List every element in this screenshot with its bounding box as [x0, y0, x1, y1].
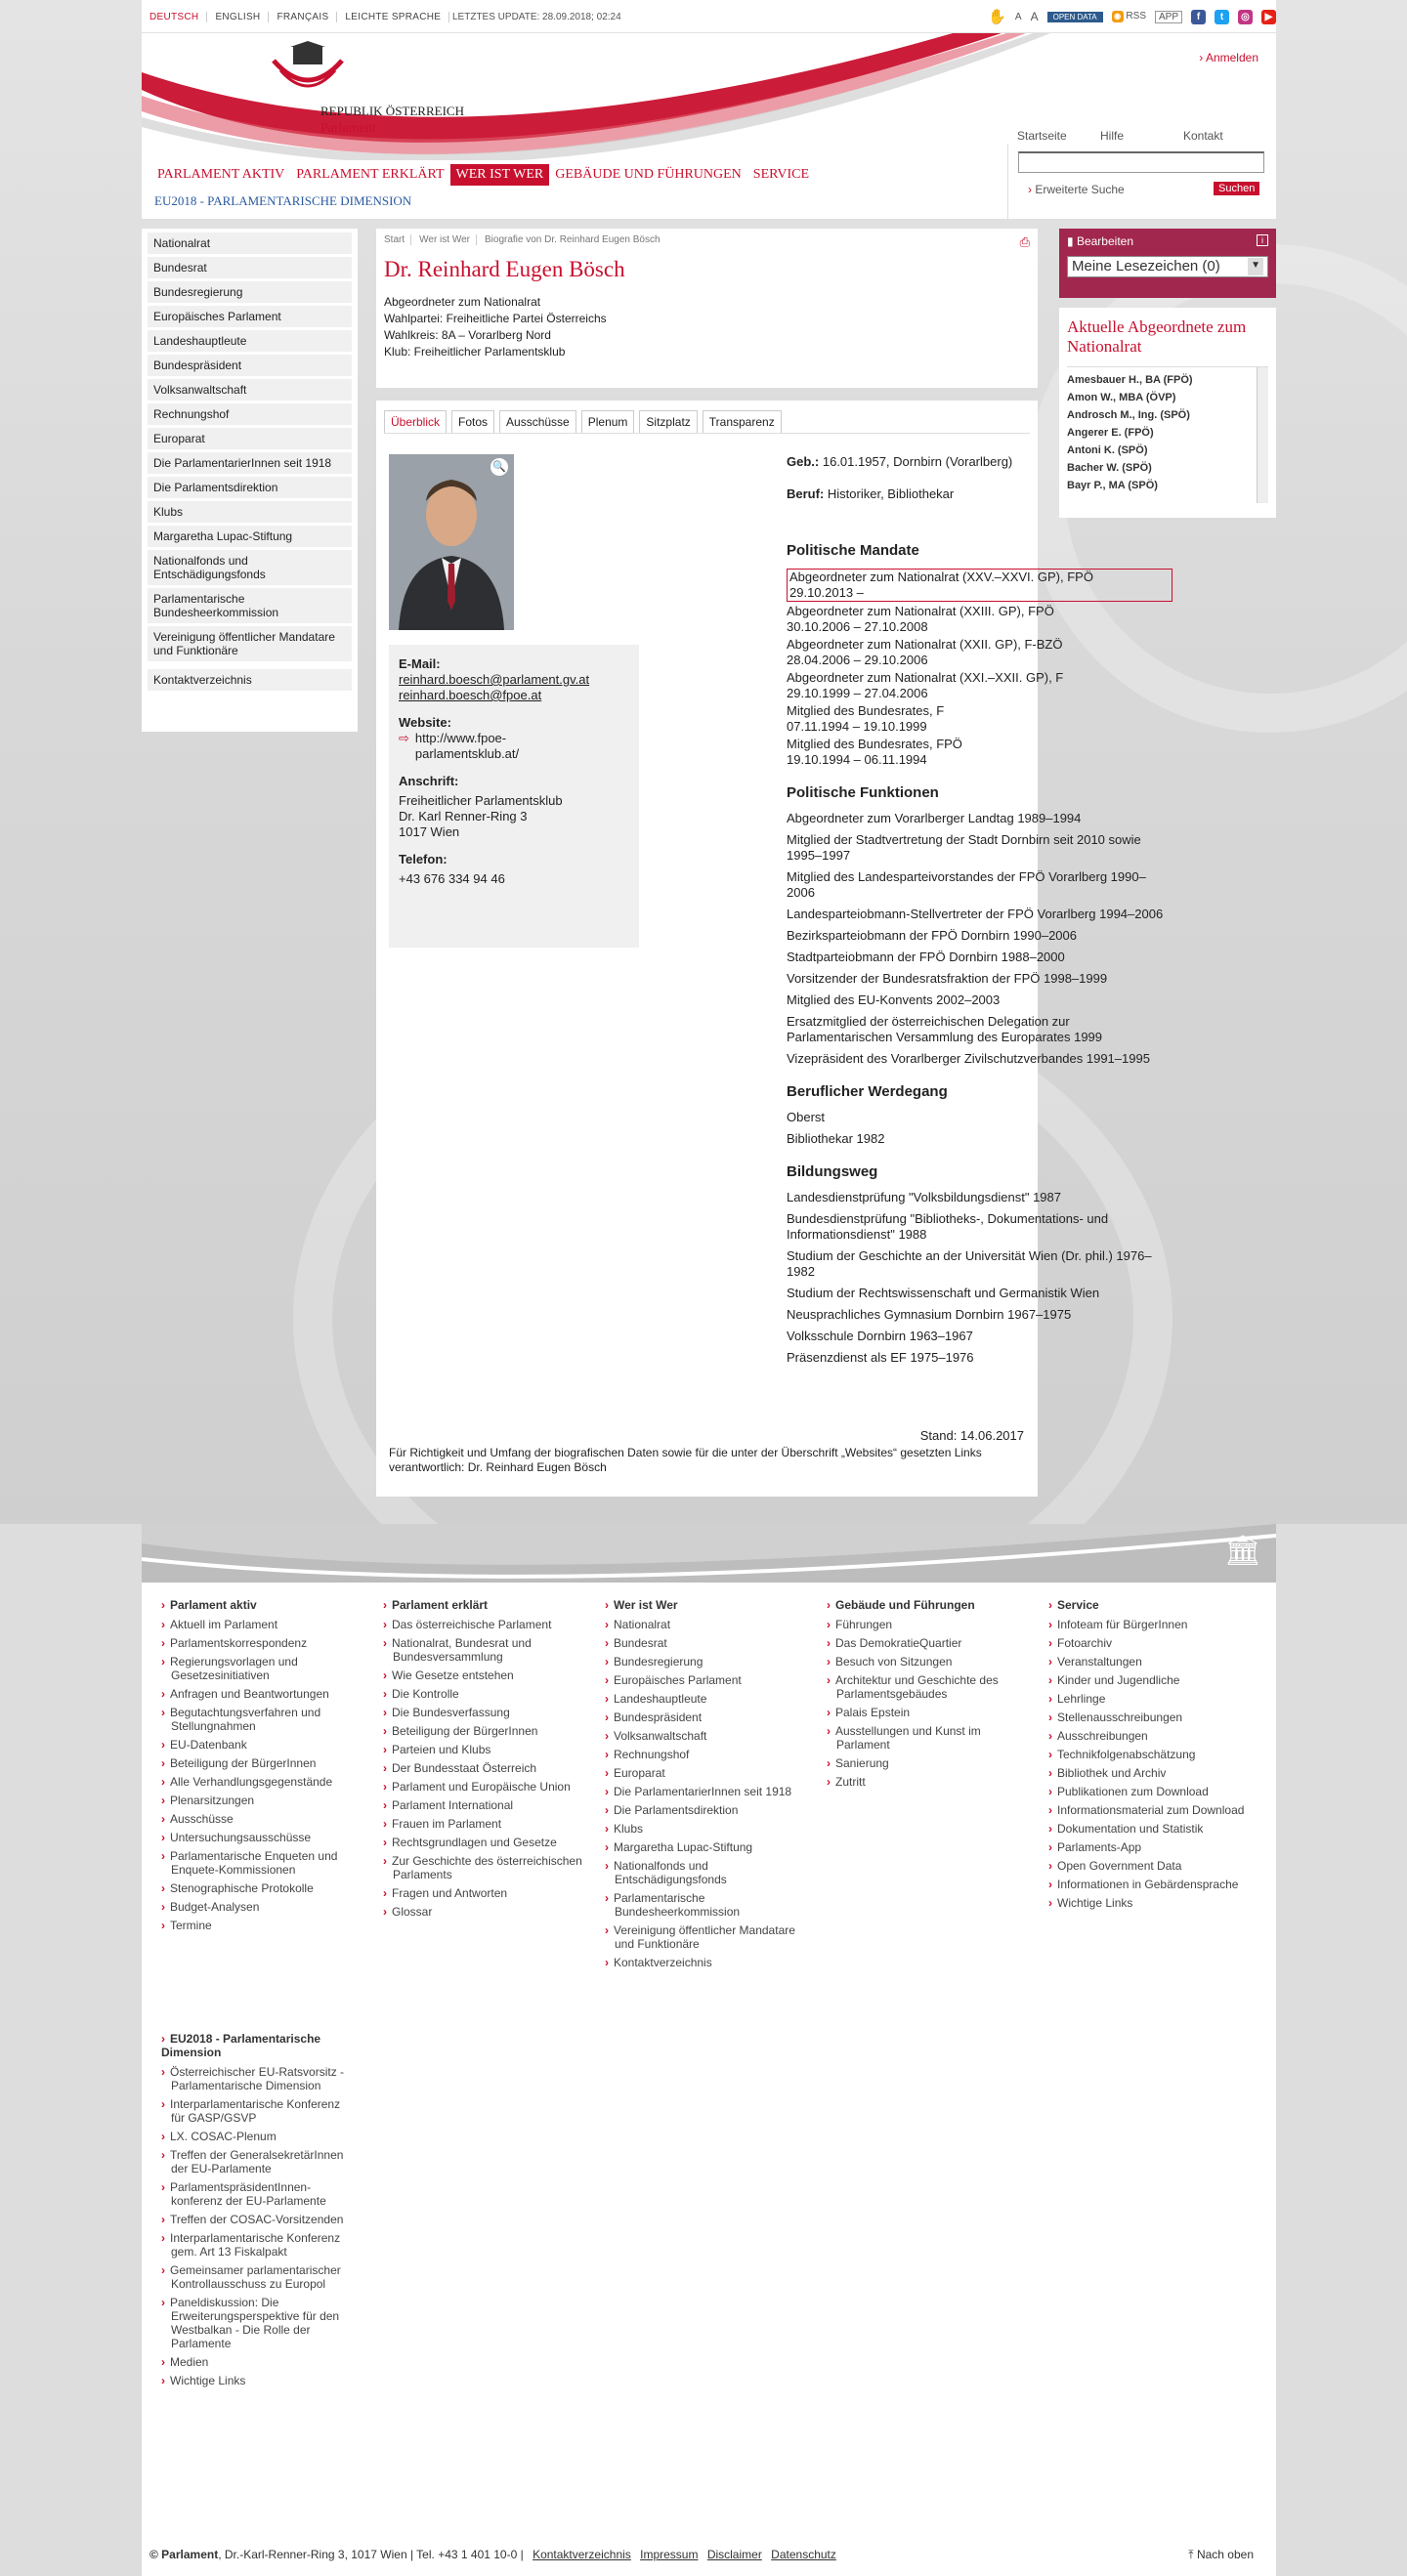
deputies-scrollbar[interactable] — [1257, 367, 1268, 503]
website-link[interactable] — [399, 731, 629, 762]
bio-party: Wahlpartei: Freiheitliche Partei Österreichs — [384, 312, 607, 325]
footer-column-title[interactable]: › EU2018 - Parlamentarische Dimension — [161, 2032, 357, 2059]
footer-link-impressum[interactable]: Impressum — [640, 2548, 699, 2561]
bio-details — [787, 454, 1172, 1372]
nav-gebaeude[interactable]: GEBÄUDE UND FÜHRUNGEN — [555, 167, 742, 182]
deputies-box — [1059, 308, 1276, 518]
footer-link[interactable]: › Klubs — [605, 1822, 815, 1836]
deputy-item[interactable]: Bayr P., MA (SPÖ) — [1067, 480, 1158, 491]
edit-bookmarks[interactable] — [1067, 234, 1133, 248]
chevron-right-icon: › — [1028, 183, 1032, 196]
footer-link[interactable]: › Begutachtungsverfahren und Stellungnahmen — [161, 1706, 371, 1733]
bio-header — [376, 229, 1038, 388]
footer-column — [383, 1598, 605, 1974]
footer-link[interactable]: › Plenarsitzungen — [161, 1794, 371, 1807]
mandate-item — [787, 737, 1172, 768]
sidebar-item[interactable]: Margaretha Lupac-Stiftung — [148, 526, 352, 547]
footer-link[interactable]: › Nationalrat — [605, 1618, 815, 1631]
footer-link[interactable]: › Europarat — [605, 1766, 815, 1780]
footer-link[interactable]: › Nationalfonds und Entschädigungsfonds — [605, 1859, 815, 1886]
footer-column-title[interactable]: › Wer ist Wer — [605, 1598, 815, 1612]
sidebar-item[interactable]: Die Parlamentsdirektion — [148, 477, 352, 498]
deputy-item[interactable]: Angerer E. (FPÖ) — [1067, 427, 1154, 439]
footer-link-disclaimer[interactable]: Disclaimer — [706, 2548, 762, 2561]
footer-link[interactable]: › Technikfolgenabschätzung — [1048, 1748, 1258, 1761]
mandate-period: 29.10.1999 – 27.04.2006 — [787, 686, 928, 700]
edit-bookmarks-label: Bearbeiten — [1076, 234, 1133, 248]
footer-link[interactable]: › Informationsmaterial zum Download — [1048, 1803, 1258, 1817]
advanced-search-label: Erweiterte Suche — [1035, 183, 1125, 196]
footer-link[interactable]: › Besuch von Sitzungen — [827, 1655, 1037, 1668]
footer-eu-column — [161, 2032, 357, 2392]
login-label: Anmelden — [1205, 51, 1258, 64]
lang-de[interactable]: DEUTSCH — [142, 12, 207, 22]
career-item: Oberst — [787, 1110, 826, 1124]
sidebar-item[interactable]: Nationalrat — [148, 232, 352, 254]
education-item: Studium der Rechtswissenschaft und Germanistik Wien — [787, 1286, 1100, 1300]
footer-link[interactable]: › Beteiligung der BürgerInnen — [383, 1724, 593, 1738]
footer-link[interactable]: › Architektur und Geschichte des Parlamentsgebäudes — [827, 1673, 1037, 1701]
footer-link[interactable]: › Nationalrat, Bundesrat und Bundesversammlung — [383, 1636, 593, 1664]
nav-service[interactable]: SERVICE — [752, 167, 810, 182]
back-to-top[interactable] — [1188, 2548, 1254, 2562]
footer-link[interactable]: › Infoteam für BürgerInnen — [1048, 1618, 1258, 1631]
utility-bar — [988, 8, 1276, 25]
mandate-period: 30.10.2006 – 27.10.2008 — [787, 619, 928, 634]
footer-link[interactable]: › Treffen der GeneralsekretärInnen der EU-Parlamente — [161, 2148, 357, 2175]
footer-link[interactable]: › LX. COSAC-Plenum — [161, 2130, 357, 2143]
education-item: Präsenzdienst als EF 1975–1976 — [787, 1350, 974, 1365]
footer-link[interactable]: › Treffen der COSAC-Vorsitzenden — [161, 2213, 357, 2226]
function-item: Bezirksparteiobmann der FPÖ Dornbirn 1990–2006 — [787, 928, 1078, 943]
website-url: http://www.fpoe-parlamentsklub.at/ — [414, 731, 520, 761]
footer-link[interactable]: › Wichtige Links — [161, 2374, 357, 2387]
footer-link[interactable]: › Ausschreibungen — [1048, 1729, 1258, 1743]
footer-link[interactable]: › Das DemokratieQuartier — [827, 1636, 1037, 1650]
print-icon[interactable]: ⎙ — [1019, 234, 1030, 249]
sign-language-icon[interactable]: ✋ — [988, 9, 1006, 25]
zoom-icon[interactable]: 🔍 — [490, 458, 508, 476]
footer-column — [1048, 1598, 1270, 1974]
footer-link[interactable]: › Die ParlamentarierInnen seit 1918 — [605, 1785, 815, 1798]
tab-sitzplatz[interactable]: Sitzplatz — [639, 410, 697, 433]
mandate-item — [787, 670, 1172, 701]
mandate-title: Abgeordneter zum Nationalrat (XXIII. GP), FPÖ — [787, 604, 1054, 618]
tab-ueberblick[interactable]: Überblick — [384, 410, 447, 433]
footer-link[interactable]: › Die Bundesverfassung — [383, 1706, 593, 1719]
footer-link[interactable]: › Der Bundesstaat Österreich — [383, 1761, 593, 1775]
sidebar-item[interactable]: Volksanwaltschaft — [148, 379, 352, 401]
function-item: Stadtparteiobmann der FPÖ Dornbirn 1988–2000 — [787, 950, 1065, 964]
deputies-list — [1067, 366, 1268, 503]
footer-column — [605, 1598, 827, 1974]
email-label: E-Mail: — [399, 656, 441, 671]
footer-link[interactable]: › Paneldiskussion: Die Erweiterungsperspektive für den Westbalkan - Die Rolle der Parlamente — [161, 2296, 357, 2350]
footer-link[interactable]: › Stenographische Protokolle — [161, 1881, 371, 1895]
birth-label: Geb.: — [787, 454, 820, 469]
footer-link[interactable]: › ParlamentspräsidentInnen-konferenz der EU-Parlamente — [161, 2180, 357, 2208]
bookmarks-box — [1059, 229, 1276, 298]
external-link-icon: ⇨ — [399, 731, 409, 745]
education-item: Landesdienstprüfung "Volksbildungsdienst" 1987 — [787, 1190, 1061, 1204]
footer-link[interactable]: › Wie Gesetze entstehen — [383, 1668, 593, 1682]
footer-link[interactable]: › Parteien und Klubs — [383, 1743, 593, 1756]
footer-link[interactable]: › Glossar — [383, 1905, 593, 1919]
deputies-title: Aktuelle Abgeordnete zum Nationalrat — [1067, 317, 1247, 356]
function-item: Mitglied des Landesparteivorstandes der FPÖ Vorarlberg 1990–2006 — [787, 869, 1146, 900]
deputy-item[interactable]: Amon W., MBA (ÖVP) — [1067, 392, 1176, 403]
footer-link[interactable]: › Volksanwaltschaft — [605, 1729, 815, 1743]
footer-link-datenschutz[interactable]: Datenschutz — [771, 2548, 836, 2561]
breadcrumb-current: Biografie von Dr. Reinhard Eugen Bösch — [484, 234, 661, 245]
footer-column — [827, 1598, 1048, 1974]
breadcrumb-start[interactable]: Start — [384, 234, 411, 245]
font-small-button[interactable]: A — [1014, 11, 1022, 22]
bookmarks-select-value: Meine Lesezeichen (0) — [1072, 258, 1220, 274]
footer-link[interactable]: › Regierungsvorlagen und Gesetzesinitiativen — [161, 1655, 371, 1682]
tab-bar — [384, 410, 1030, 434]
footer-link[interactable]: › Parlamentskorrespondenz — [161, 1636, 371, 1650]
footer-link[interactable]: › Fotoarchiv — [1048, 1636, 1258, 1650]
sidebar-item[interactable]: Europarat — [148, 428, 352, 449]
footer-link[interactable]: › EU-Datenbank — [161, 1738, 371, 1752]
deputy-item[interactable]: Androsch M., Ing. (SPÖ) — [1067, 409, 1190, 421]
footer-wave — [142, 1524, 1276, 1583]
responsibility-note: Für Richtigkeit und Umfang der biografischen Daten sowie für die unter der Überschrift „Websites“ gesetzten Links verantwortlich: Dr. Reinhard Eugen Bösch — [389, 1446, 982, 1474]
nav-parlament-erklaert[interactable]: PARLAMENT ERKLÄRT — [296, 167, 445, 182]
sidebar-item[interactable]: Europäisches Parlament — [148, 306, 352, 327]
sidebar-item[interactable]: Landeshauptleute — [148, 330, 352, 352]
youtube-icon[interactable]: ▶ — [1261, 10, 1276, 24]
portrait-photo[interactable] — [389, 454, 514, 630]
footer-link[interactable]: › Zur Geschichte des österreichischen Parlaments — [383, 1854, 593, 1881]
logo-text[interactable] — [320, 104, 464, 137]
sidebar-item[interactable]: Parlamentarische Bundesheerkommission — [148, 588, 352, 623]
bookmark-icon: ▮ — [1067, 234, 1074, 248]
app-link[interactable]: APP — [1155, 11, 1182, 23]
bio-district: Wahlkreis: 8A – Vorarlberg Nord — [384, 328, 551, 342]
phone-value: +43 676 334 94 46 — [399, 871, 505, 886]
footer-link[interactable]: › Anfragen und Beantwortungen — [161, 1687, 371, 1701]
footer-link[interactable]: › Vereinigung öffentlicher Mandatare und Funktionäre — [605, 1923, 815, 1951]
chevron-right-icon: › — [1199, 51, 1204, 64]
tab-ausschuesse[interactable]: Ausschüsse — [499, 410, 576, 433]
mandate-item — [787, 569, 1172, 602]
footer-link[interactable]: › Landeshauptleute — [605, 1692, 815, 1706]
education-item: Studium der Geschichte an der Universität Wien (Dr. phil.) 1976–1982 — [787, 1248, 1152, 1279]
mandate-item — [787, 637, 1172, 668]
website-label: Website: — [399, 715, 451, 730]
footer-link[interactable]: › Frauen im Parlament — [383, 1817, 593, 1831]
address-line2: Dr. Karl Renner-Ring 3 — [399, 809, 528, 823]
login-link[interactable] — [1199, 51, 1258, 64]
meta-startseite[interactable]: Startseite — [1017, 129, 1067, 143]
footer-link[interactable]: › Untersuchungsausschüsse — [161, 1831, 371, 1844]
email-link-fpoe[interactable]: reinhard.boesch@fpoe.at — [399, 688, 542, 702]
footer-link[interactable]: › Veranstaltungen — [1048, 1655, 1258, 1668]
education-item: Bundesdienstprüfung "Bibliotheks-, Dokumentations- und Informationsdienst" 1988 — [787, 1211, 1109, 1242]
font-large-button[interactable]: A — [1030, 10, 1039, 23]
address-line3: 1017 Wien — [399, 824, 460, 839]
footer-link[interactable]: › Europäisches Parlament — [605, 1673, 815, 1687]
rss-label: RSS — [1126, 11, 1146, 21]
footer-link[interactable]: › Fragen und Antworten — [383, 1886, 593, 1900]
footer-columns — [161, 1598, 1270, 1974]
footer-link[interactable]: › Parlamentarische Enqueten und Enquete-Kommissionen — [161, 1849, 371, 1877]
footer-link[interactable]: › Beteiligung der BürgerInnen — [161, 1756, 371, 1770]
info-icon[interactable]: i — [1257, 234, 1268, 246]
lang-en[interactable]: ENGLISH — [207, 12, 269, 22]
mandate-heading: Politische Mandate — [787, 542, 919, 559]
function-item: Vorsitzender der Bundesratsfraktion der FPÖ 1998–1999 — [787, 971, 1108, 986]
mandate-title: Mitglied des Bundesrates, FPÖ — [787, 737, 962, 751]
bookmarks-select[interactable] — [1067, 256, 1268, 277]
career-item: Bibliothekar 1982 — [787, 1131, 885, 1146]
sidebar-item[interactable]: Vereinigung öffentlicher Mandatare und Funktionäre — [148, 626, 352, 661]
footer-link[interactable]: › Parlament und Europäische Union — [383, 1780, 593, 1794]
footer-link[interactable]: › Kontaktverzeichnis — [605, 1956, 815, 1969]
search-input[interactable] — [1018, 151, 1264, 173]
search-button[interactable]: Suchen — [1214, 182, 1259, 195]
lang-easy[interactable]: LEICHTE SPRACHE — [337, 12, 449, 22]
instagram-icon[interactable]: ◎ — [1238, 10, 1253, 24]
sidebar-item[interactable]: Kontaktverzeichnis — [148, 669, 352, 691]
footer-link[interactable]: › Das österreichische Parlament — [383, 1618, 593, 1631]
footer-column-title[interactable]: › Parlament aktiv — [161, 1598, 371, 1612]
footer-link[interactable]: › Interparlamentarische Konferenz für GASP/GSVP — [161, 2097, 357, 2125]
footer-link[interactable]: › Österreichischer EU-Ratsvorsitz - Parlamentarische Dimension — [161, 2065, 357, 2092]
logo-line1: REPUBLIK ÖSTERREICH — [320, 104, 464, 118]
footer-link[interactable]: › Open Government Data — [1048, 1859, 1258, 1873]
bio-club: Klub: Freiheitlicher Parlamentsklub — [384, 345, 566, 359]
footer-link[interactable]: › Gemeinsamer parlamentarischer Kontrollausschuss zu Europol — [161, 2263, 357, 2291]
parliament-footer-icon: 🏛 — [1223, 1535, 1261, 1567]
meta-kontakt[interactable]: Kontakt — [1183, 129, 1223, 143]
job-label: Beruf: — [787, 486, 825, 501]
footer-column-title[interactable]: › Parlament erklärt — [383, 1598, 593, 1612]
footer-link[interactable]: › Medien — [161, 2355, 357, 2369]
footer-link[interactable]: › Margaretha Lupac-Stiftung — [605, 1840, 815, 1854]
footer-link-kontakt[interactable]: Kontaktverzeichnis — [533, 2548, 631, 2561]
footer-link[interactable]: › Bundespräsident — [605, 1710, 815, 1724]
back-to-top-label: Nach oben — [1196, 2548, 1254, 2561]
footer-link[interactable]: › Rechnungshof — [605, 1748, 815, 1761]
footer-link[interactable]: › Aktuell im Parlament — [161, 1618, 371, 1631]
footer-link[interactable]: › Sanierung — [827, 1756, 1037, 1770]
meta-hilfe[interactable]: Hilfe — [1100, 129, 1125, 143]
mandate-period: 07.11.1994 – 19.10.1999 — [787, 719, 927, 734]
mandate-item — [787, 604, 1172, 635]
footer-link[interactable]: › Wichtige Links — [1048, 1896, 1258, 1910]
deputy-item[interactable]: Bacher W. (SPÖ) — [1067, 462, 1152, 474]
mandate-title: Abgeordneter zum Nationalrat (XXV.–XXVI. GP), FPÖ — [789, 570, 1093, 584]
lang-fr[interactable]: FRANÇAIS — [269, 12, 337, 22]
education-item: Volksschule Dornbirn 1963–1967 — [787, 1329, 973, 1343]
footer-link[interactable]: › Parlaments-App — [1048, 1840, 1258, 1854]
career-heading: Beruflicher Werdegang — [787, 1083, 948, 1100]
tab-plenum[interactable]: Plenum — [581, 410, 635, 433]
footer-link[interactable]: › Führungen — [827, 1618, 1037, 1631]
footer-link[interactable]: › Alle Verhandlungsgegenstände — [161, 1775, 371, 1789]
footer-link[interactable]: › Parlamentarische Bundesheerkommission — [605, 1891, 815, 1919]
address-label: Anschrift: — [399, 774, 459, 788]
footer-column-title[interactable]: › Gebäude und Führungen — [827, 1598, 1037, 1612]
sidebar-item[interactable]: Rechnungshof — [148, 403, 352, 425]
sidebar — [142, 229, 358, 732]
page-title: Dr. Reinhard Eugen Bösch — [384, 257, 625, 281]
footer-column-title[interactable]: › Service — [1048, 1598, 1258, 1612]
footer-column — [161, 1598, 383, 1974]
mandate-title: Abgeordneter zum Nationalrat (XXII. GP), F-BZÖ — [787, 637, 1063, 652]
function-item: Mitglied der Stadtvertretung der Stadt Dornbirn seit 2010 sowie 1995–1997 — [787, 832, 1141, 863]
sidebar-item[interactable]: Die ParlamentarierInnen seit 1918 — [148, 452, 352, 474]
copyright: © Parlament — [149, 2548, 219, 2561]
footer — [142, 1524, 1276, 2576]
footer-link[interactable]: › Die Parlamentsdirektion — [605, 1803, 815, 1817]
job-value: Historiker, Bibliothekar — [827, 486, 955, 501]
footer-link[interactable]: › Interparlamentarische Konferenz gem. Art 13 Fiskalpakt — [161, 2231, 357, 2259]
mandate-title: Mitglied des Bundesrates, F — [787, 703, 945, 718]
education-item: Neusprachliches Gymnasium Dornbirn 1967–1975 — [787, 1307, 1072, 1322]
footer-address: , Dr.-Karl-Renner-Ring 3, 1017 Wien | Tel. +43 1 401 10-0 | — [218, 2548, 524, 2561]
tab-fotos[interactable]: Fotos — [451, 410, 494, 433]
sidebar-item[interactable]: Klubs — [148, 501, 352, 523]
open-data-badge[interactable]: OPEN DATA — [1047, 12, 1103, 22]
advanced-search-link[interactable] — [1028, 183, 1125, 196]
sidebar-item[interactable]: Bundesregierung — [148, 281, 352, 303]
education-heading: Bildungsweg — [787, 1163, 878, 1180]
function-item: Vizepräsident des Vorarlberger Zivilschutzverbandes 1991–1995 — [787, 1051, 1150, 1066]
function-item: Abgeordneter zum Vorarlberger Landtag 1989–1994 — [787, 811, 1082, 825]
footer-link[interactable]: › Die Kontrolle — [383, 1687, 593, 1701]
footer-link[interactable]: › Zutritt — [827, 1775, 1037, 1789]
logo-line2: Parlament — [320, 121, 376, 136]
footer-link[interactable]: › Dokumentation und Statistik — [1048, 1822, 1258, 1836]
tab-transparenz[interactable]: Transparenz — [703, 410, 782, 433]
footer-link[interactable]: › Bundesregierung — [605, 1655, 815, 1668]
address-line1: Freiheitlicher Parlamentsklub — [399, 793, 563, 808]
footer-link[interactable]: › Publikationen zum Download — [1048, 1785, 1258, 1798]
footer-link[interactable]: › Palais Epstein — [827, 1706, 1037, 1719]
birth-value: 16.01.1957, Dornbirn (Vorarlberg) — [822, 454, 1013, 469]
bio-role: Abgeordneter zum Nationalrat — [384, 295, 541, 309]
facebook-icon[interactable]: f — [1191, 10, 1206, 24]
footer-link[interactable]: › Ausschüsse — [161, 1812, 371, 1826]
rss-icon: ◉ — [1112, 11, 1124, 22]
rss-link[interactable] — [1112, 11, 1146, 22]
footer-link[interactable]: › Parlament International — [383, 1798, 593, 1812]
function-item: Landesparteiobmann-Stellvertreter der FPÖ Vorarlberg 1994–2006 — [787, 907, 1164, 921]
footer-link[interactable]: › Termine — [161, 1919, 371, 1932]
footer-link[interactable]: › Stellenausschreibungen — [1048, 1710, 1258, 1724]
portrait-image — [389, 454, 514, 630]
main-nav — [151, 164, 815, 186]
footer-bottom — [149, 2548, 1268, 2561]
footer-link[interactable]: › Ausstellungen und Kunst im Parlament — [827, 1724, 1037, 1752]
stand-date: Stand: 14.06.2017 — [919, 1428, 1024, 1443]
search-box — [1007, 144, 1276, 219]
footer-link[interactable]: › Bibliothek und Archiv — [1048, 1766, 1258, 1780]
footer-link[interactable]: › Budget-Analysen — [161, 1900, 371, 1914]
phone-label: Telefon: — [399, 852, 448, 866]
function-item: Ersatzmitglied der österreichischen Delegation zur Parlamentarischen Versammlung des Europarates 1999 — [787, 1014, 1103, 1044]
email-link-parlament[interactable]: reinhard.boesch@parlament.gv.at — [399, 672, 590, 687]
mandate-period: 28.04.2006 – 29.10.2006 — [787, 653, 928, 667]
contact-box — [389, 645, 639, 948]
sidebar-item[interactable]: Bundesrat — [148, 257, 352, 278]
parliament-logo-icon[interactable] — [269, 41, 347, 100]
mandate-period: 19.10.1994 – 06.11.1994 — [787, 752, 927, 767]
nav-parlament-aktiv[interactable]: PARLAMENT AKTIV — [157, 167, 285, 182]
sidebar-item[interactable]: Bundespräsident — [148, 355, 352, 376]
footer-link[interactable]: › Kinder und Jugendliche — [1048, 1673, 1258, 1687]
sidebar-item[interactable]: Nationalfonds und Entschädigungsfonds — [148, 550, 352, 585]
eu-nav-link[interactable]: EU2018 - PARLAMENTARISCHE DIMENSION — [154, 193, 412, 208]
deputy-item[interactable]: Amesbauer H., BA (FPÖ) — [1067, 374, 1193, 386]
function-item: Mitglied des EU-Konvents 2002–2003 — [787, 992, 1001, 1007]
mandate-title: Abgeordneter zum Nationalrat (XXI.–XXII. GP), F — [787, 670, 1064, 685]
mandate-item — [787, 703, 1172, 735]
footer-link[interactable]: › Rechtsgrundlagen und Gesetze — [383, 1836, 593, 1849]
chevron-down-icon: ▼ — [1248, 258, 1263, 275]
breadcrumb — [384, 234, 1030, 245]
last-update: LETZTES UPDATE: 28.09.2018; 02:24 — [452, 12, 621, 22]
footer-link[interactable]: › Lehrlinge — [1048, 1692, 1258, 1706]
arrow-up-icon: ⤒ — [1188, 2548, 1194, 2561]
breadcrumb-wer-ist-wer[interactable]: Wer ist Wer — [419, 234, 477, 245]
nav-wer-ist-wer[interactable]: WER IST WER — [450, 164, 550, 186]
functions-heading: Politische Funktionen — [787, 784, 939, 801]
top-bar — [142, 0, 1276, 33]
twitter-icon[interactable]: t — [1215, 10, 1229, 24]
footer-link[interactable]: › Informationen in Gebärdensprache — [1048, 1878, 1258, 1891]
language-switch — [142, 12, 449, 22]
deputy-item[interactable]: Antoni K. (SPÖ) — [1067, 444, 1148, 456]
footer-link[interactable]: › Bundesrat — [605, 1636, 815, 1650]
mandate-period: 29.10.2013 – — [789, 585, 864, 600]
